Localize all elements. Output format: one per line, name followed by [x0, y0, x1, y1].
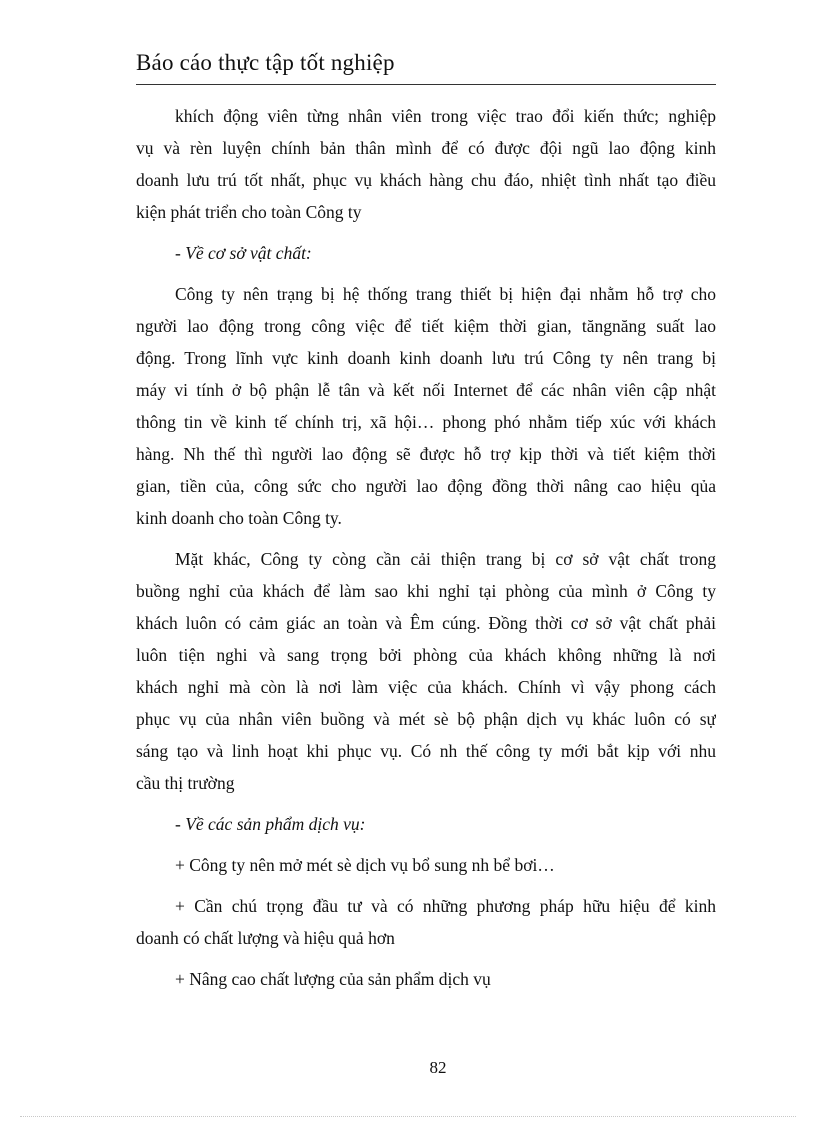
text-line: phục vụ của nhân viên buồng và mét sè bộ phận dịch vụ khác luôn có sự: [136, 709, 716, 729]
text-line: cầu thị trường: [136, 773, 235, 793]
text-line: gian, tiền của, công sức cho người lao động đồng thời nâng cao hiệu qủa: [136, 476, 716, 496]
section-heading: - Về cơ sở vật chất:: [175, 243, 312, 263]
page-number: 82: [429, 1058, 447, 1077]
text-line: người lao động trong công việc để tiết kiệm thời gian, tăngnăng suất lao: [136, 316, 716, 336]
text-line: hàng. Nh thế thì người lao động sẽ được hỗ trợ kịp thời và tiết kiệm thời: [136, 444, 716, 464]
list-item: + Cần chú trọng đầu tư và có những phương pháp hữu hiệu để kinh: [175, 896, 716, 916]
list-item: + Nâng cao chất lượng của sản phẩm dịch vụ: [175, 969, 491, 989]
text-line: thông tin về kinh tế chính trị, xã hội… phong phó nhằm tiếp xúc với khách: [136, 412, 716, 432]
page-bottom-rule: [20, 1116, 796, 1117]
page-header-title: Báo cáo thực tập tốt nghiệp: [136, 50, 395, 75]
text-line: kiện phát triển cho toàn Công ty: [136, 202, 362, 222]
text-line: sáng tạo và linh hoạt khi phục vụ. Có nh thế công ty mới bắt kịp với nhu: [136, 741, 716, 761]
text-line: Công ty nên trạng bị hệ thống trang thiết bị hiện đại nhằm hỗ trợ cho: [175, 284, 716, 304]
text-line: máy vi tính ở bộ phận lễ tân và kết nối Internet để các nhân viên cập nhật: [136, 380, 716, 400]
text-line: vụ và rèn luyện chính bản thân mình để có được đội ngũ lao động kinh: [136, 138, 716, 158]
text-line: động. Trong lĩnh vực kinh doanh kinh doanh lưu trú Công ty nên trang bị: [136, 348, 716, 368]
text-line: luôn tiện nghi và sang trọng bởi phòng của khách không những là nơi: [136, 645, 716, 665]
section-heading: - Về các sản phẩm dịch vụ:: [175, 814, 366, 834]
list-item: + Công ty nên mở mét sè dịch vụ bổ sung nh bể bơi…: [175, 855, 555, 875]
text-line: doanh lưu trú tốt nhất, phục vụ khách hàng chu đáo, nhiệt tình nhất tạo điều: [136, 170, 716, 190]
text-line: Mặt khác, Công ty còng cần cải thiện trang bị cơ sở vật chất trong: [175, 549, 716, 569]
text-line: doanh có chất lượng và hiệu quả hơn: [136, 928, 395, 948]
text-line: kinh doanh cho toàn Công ty.: [136, 508, 342, 528]
text-line: khách luôn có cảm giác an toàn và Êm cúng. Đồng thời cơ sở vật chất phải: [136, 613, 716, 633]
text-line: khích động viên từng nhân viên trong việc trao đổi kiến thức; nghiệp: [175, 106, 716, 126]
text-line: khách nghỉ mà còn là nơi làm việc của khách. Chính vì vậy phong cách: [136, 677, 716, 697]
text-line: buồng nghỉ của khách để làm sao khi nghỉ tại phòng của mình ở Công ty: [136, 581, 716, 601]
